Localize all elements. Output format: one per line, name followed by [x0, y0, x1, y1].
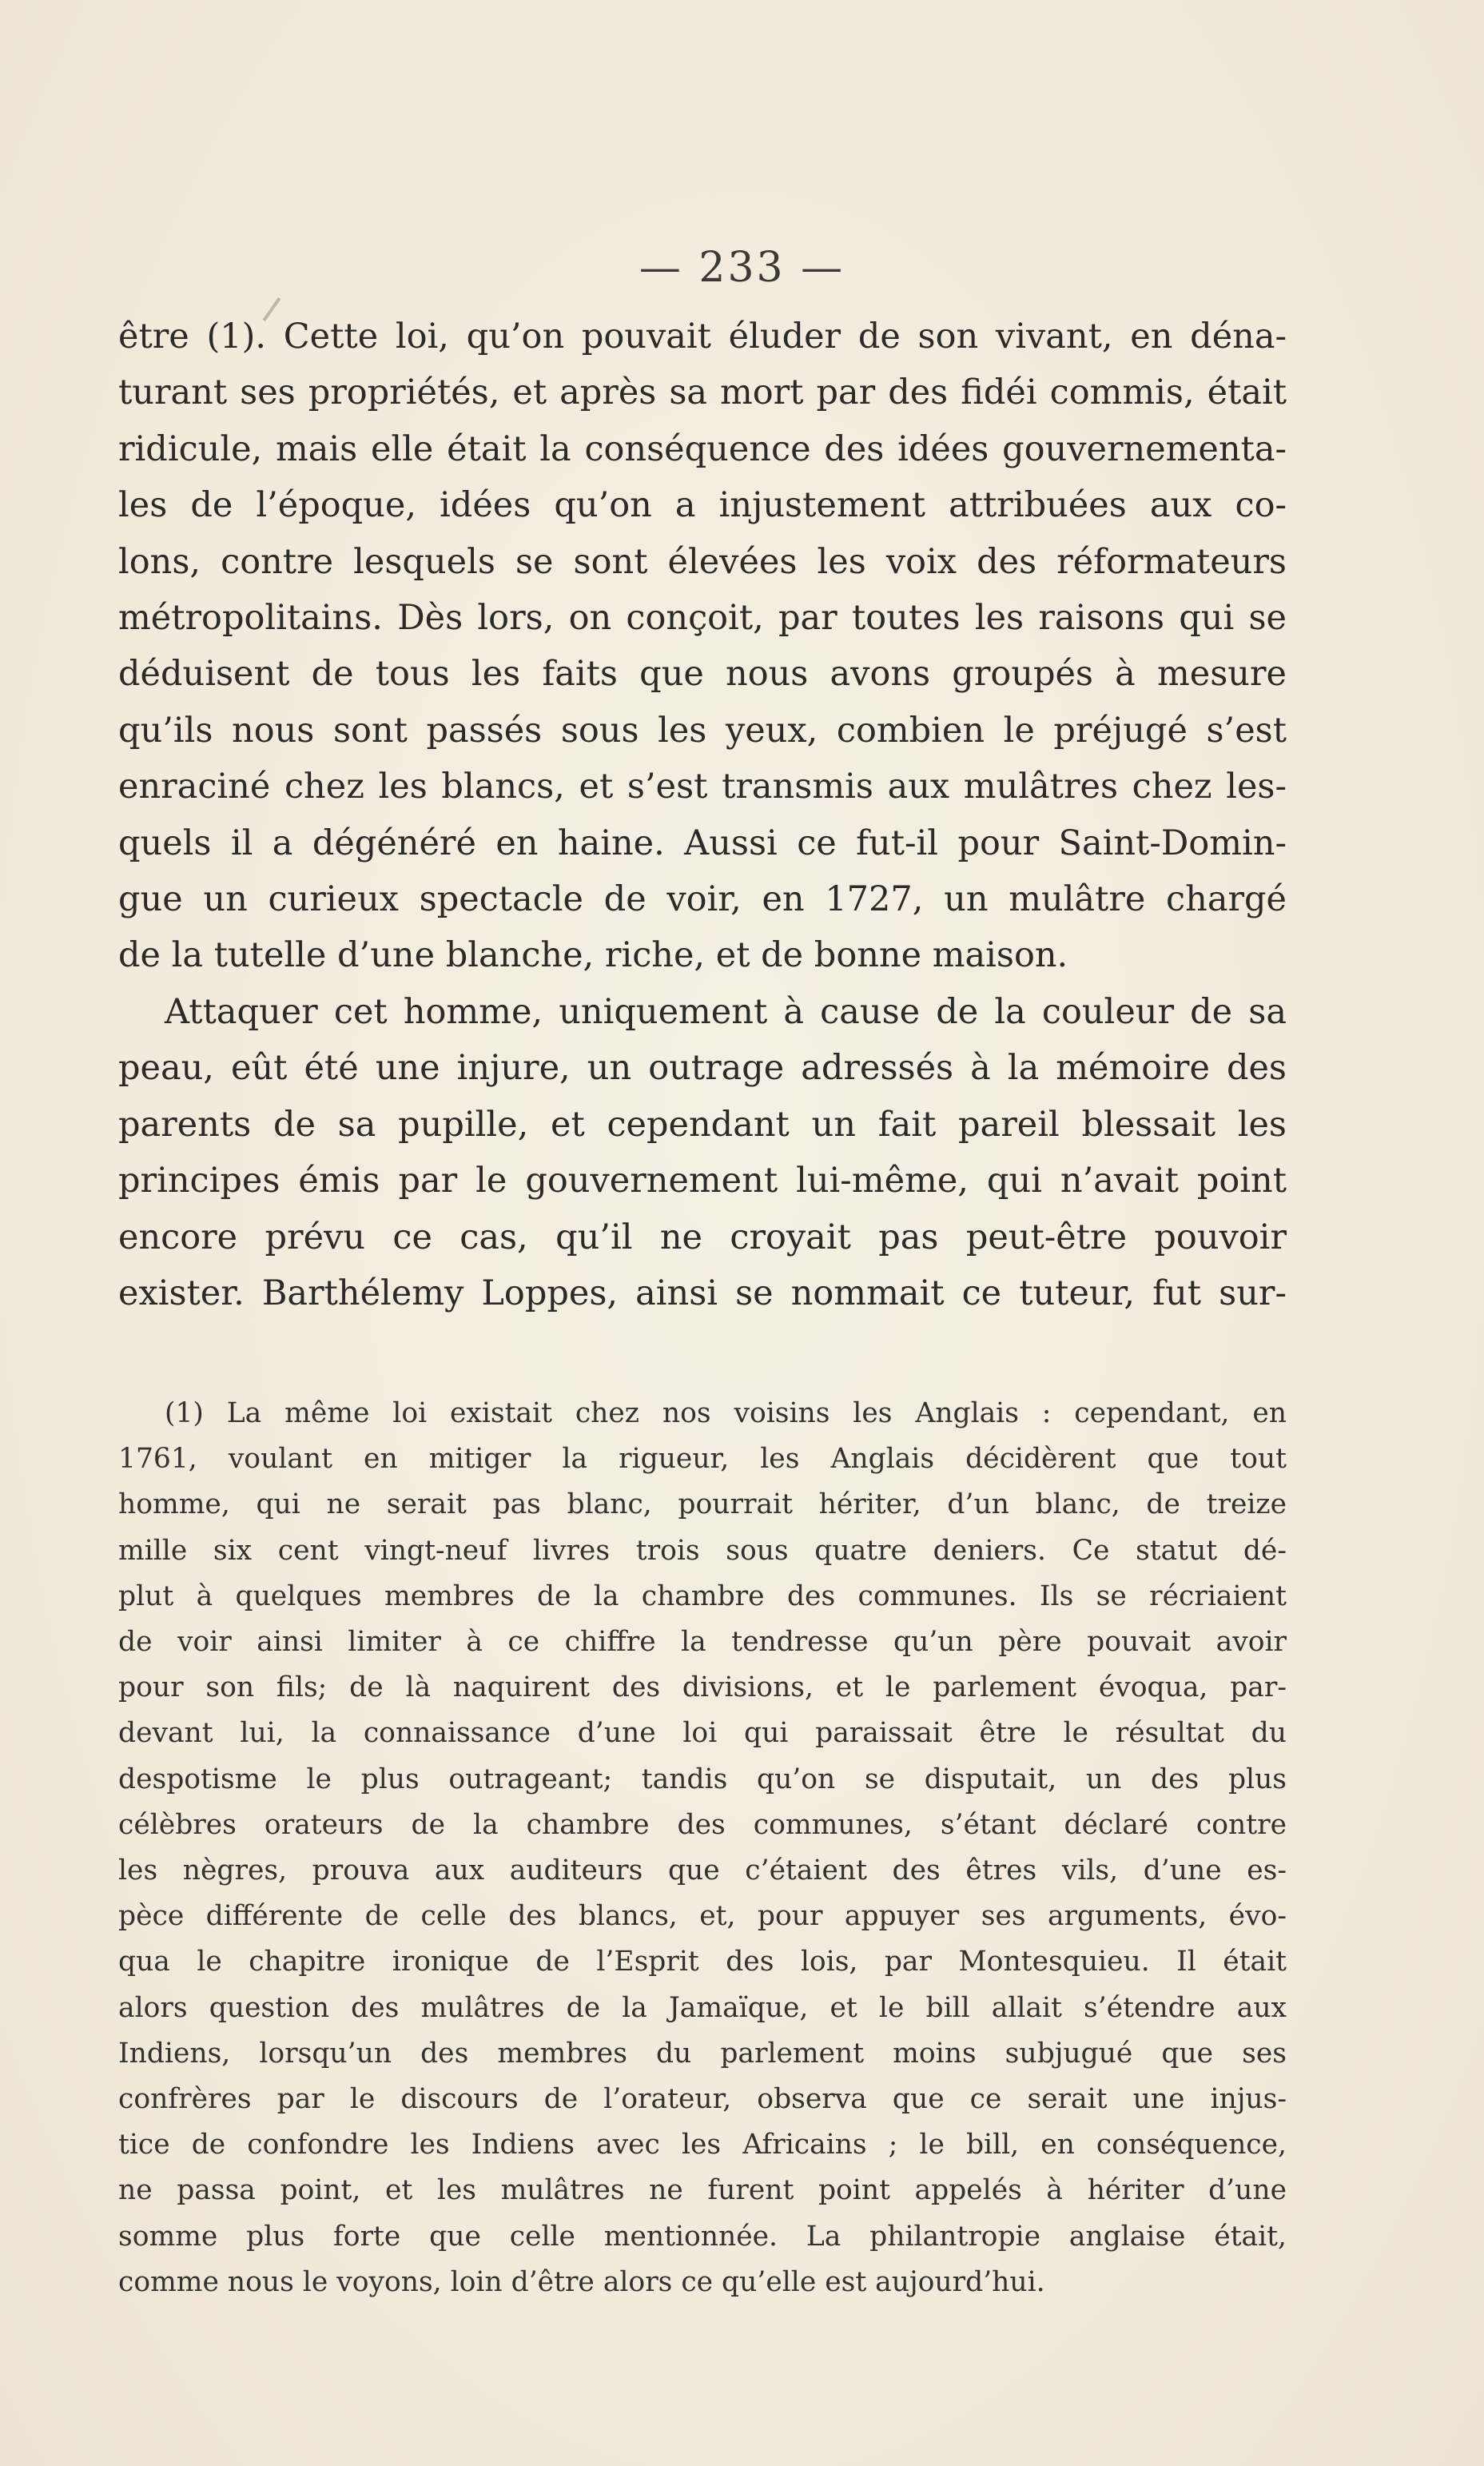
text-line: peau, eût été une injure, un outrage adressés à la mémoire des [118, 1048, 1287, 1089]
text-line: quels il a dégénéré en haine. Aussi ce fut-il pour Saint-Domin- [118, 823, 1287, 863]
text-line: être (1). Cette loi, qu’on pouvait éluder de son vivant, en déna- [118, 317, 1287, 357]
footnote-line: (1) La même loi existait chez nos voisins les Anglais : cependant, en [165, 1397, 1287, 1429]
text-line: enraciné chez les blancs, et s’est transmis aux mulâtres chez les- [118, 767, 1287, 807]
text-line: ridicule, mais elle était la conséquence des idées gouvernementa- [118, 428, 1287, 469]
footnote-line: qua le chapitre ironique de l’Esprit des lois, par Montesquieu. Il était [118, 1946, 1287, 1978]
footnote-line: devant lui, la connaissance d’une loi qui paraissait être le résultat du [118, 1717, 1287, 1750]
footnote-line: tice de confondre les Indiens avec les Africains ; le bill, en conséquence, [118, 2129, 1287, 2161]
footnote-line: despotisme le plus outrageant; tandis qu’on se disputait, un des plus [118, 1763, 1287, 1795]
footnote-line: ne passa point, et les mulâtres ne furent point appelés à hériter d’une [118, 2174, 1287, 2207]
page-number: — 233 — [639, 244, 845, 292]
main-text-block [118, 309, 1287, 1321]
text-line: de la tutelle d’une blanche, riche, et de bonne maison. [118, 935, 1068, 976]
footnote-line: alors question des mulâtres de la Jamaïque, et le bill allait s’étendre aux [118, 1991, 1287, 2024]
footnote-line: les nègres, prouva aux auditeurs que c’étaient des êtres vils, d’une es- [118, 1854, 1287, 1887]
text-line: principes émis par le gouvernement lui-même, qui n’avait point [118, 1161, 1287, 1201]
footnote-line: Indiens, lorsqu’un des membres du parlement moins subjugué que ses [118, 2037, 1287, 2070]
footnote-line: comme nous le voyons, loin d’être alors ce qu’elle est aujourd’hui. [118, 2265, 1045, 2298]
text-line: qu’ils nous sont passés sous les yeux, combien le préjugé s’est [118, 710, 1287, 751]
footnote-line: de voir ainsi limiter à ce chiffre la tendresse qu’un père pouvait avoir [118, 1626, 1287, 1659]
footnote-line: mille six cent vingt-neuf livres trois sous quatre deniers. Ce statut dé- [118, 1534, 1287, 1567]
text-line: turant ses propriétés, et après sa mort par des fidéi commis, était [118, 372, 1287, 413]
text-line: gue un curieux spectacle de voir, en 1727, un mulâtre chargé [118, 879, 1287, 920]
footnote-line: pour son fils; de là naquirent des divisions, et le parlement évoqua, par- [118, 1671, 1287, 1704]
footnote-line: pèce différente de celle des blancs, et, pour appuyer ses arguments, évo- [118, 1900, 1287, 1933]
text-line: déduisent de tous les faits que nous avons groupés à mesure [118, 654, 1287, 695]
footnote-line: confrères par le discours de l’orateur, observa que ce serait une injus- [118, 2083, 1287, 2116]
text-line: encore prévu ce cas, qu’il ne croyait pas peut-être pouvoir [118, 1217, 1287, 1257]
text-line: parents de sa pupille, et cependant un fait pareil blessait les [118, 1104, 1287, 1145]
text-line: exister. Barthélemy Loppes, ainsi se nommait ce tuteur, fut sur- [118, 1273, 1287, 1313]
footnote-line: homme, qui ne serait pas blanc, pourrait hériter, d’un blanc, de treize [118, 1488, 1287, 1521]
footnote-line: plut à quelques membres de la chambre des communes. Ils se récriaient [118, 1580, 1287, 1612]
text-line: métropolitains. Dès lors, on conçoit, par toutes les raisons qui se [118, 598, 1287, 639]
footnote-line: somme plus forte que celle mentionnée. La philantropie anglaise était, [118, 2220, 1287, 2253]
footnote-line: célèbres orateurs de la chambre des communes, s’étant déclaré contre [118, 1808, 1287, 1841]
text-line: les de l’époque, idées qu’on a injustement attribuées aux co- [118, 485, 1287, 526]
text-line: lons, contre lesquels se sont élevées les voix des réformateurs [118, 541, 1287, 582]
footnote-block [118, 1391, 1287, 2305]
footnote-line: 1761, voulant en mitiger la rigueur, les Anglais décidèrent que tout [118, 1443, 1287, 1476]
text-line: Attaquer cet homme, uniquement à cause de la couleur de sa [165, 991, 1287, 1032]
